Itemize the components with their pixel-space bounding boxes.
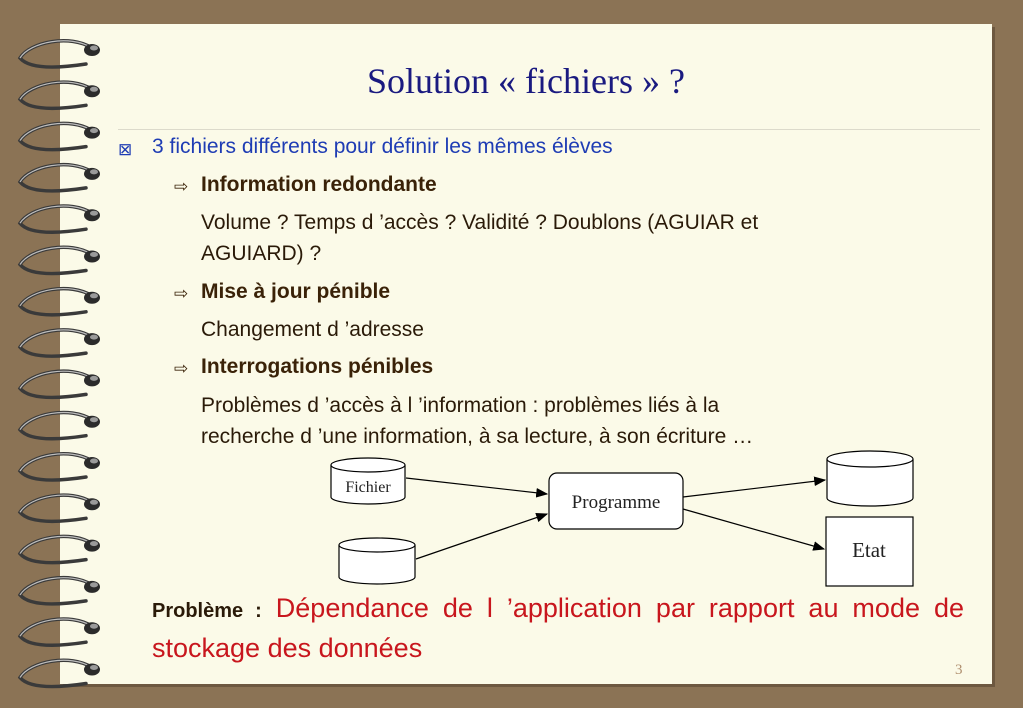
file-cylinder <box>331 458 405 504</box>
output-cylinder <box>827 451 913 506</box>
slide-title: Solution « fichiers » ? <box>367 61 685 101</box>
page-number: 3 <box>955 662 963 678</box>
item-body-line: Changement d ’adresse <box>201 318 424 341</box>
arrow-bullet-icon: ⇨ <box>174 284 189 303</box>
flow-arrow <box>416 514 547 559</box>
item-body-line: Problèmes d ’accès à l ’information : problèmes liés à la <box>201 394 720 417</box>
problem-statement <box>152 590 964 667</box>
item-body-line: recherche d ’une information, à sa lecture, à son écriture … <box>201 425 754 448</box>
state-box <box>826 517 913 586</box>
arrow-bullet-icon: ⇨ <box>174 359 189 378</box>
item-heading: Interrogations pénibles <box>201 355 434 378</box>
state-label: Etat <box>852 538 886 562</box>
file-cylinder <box>339 538 415 584</box>
flow-arrow <box>683 509 824 549</box>
arrow-bullet-icon: ⇨ <box>174 177 189 196</box>
flow-arrow <box>683 480 825 497</box>
item-heading: Information redondante <box>201 173 437 196</box>
flow-arrow <box>406 478 547 494</box>
problem-label: Problème : <box>152 600 262 622</box>
item-body-line: AGUIARD) ? <box>201 242 322 265</box>
item-heading: Mise à jour pénible <box>201 280 391 303</box>
main-bullet-text: 3 fichiers différents pour définir les mêmes élèves <box>152 135 613 158</box>
file-label: Fichier <box>345 479 391 496</box>
problem-text: Dépendance de l ’application par rapport au mode de stockage des données <box>152 593 964 663</box>
program-label: Programme <box>571 492 661 513</box>
item-body-line: Volume ? Temps d ’accès ? Validité ? Doublons (AGUIAR et <box>201 211 759 234</box>
program-box <box>549 473 683 529</box>
checkbox-bullet-icon: ⊠ <box>118 140 133 159</box>
